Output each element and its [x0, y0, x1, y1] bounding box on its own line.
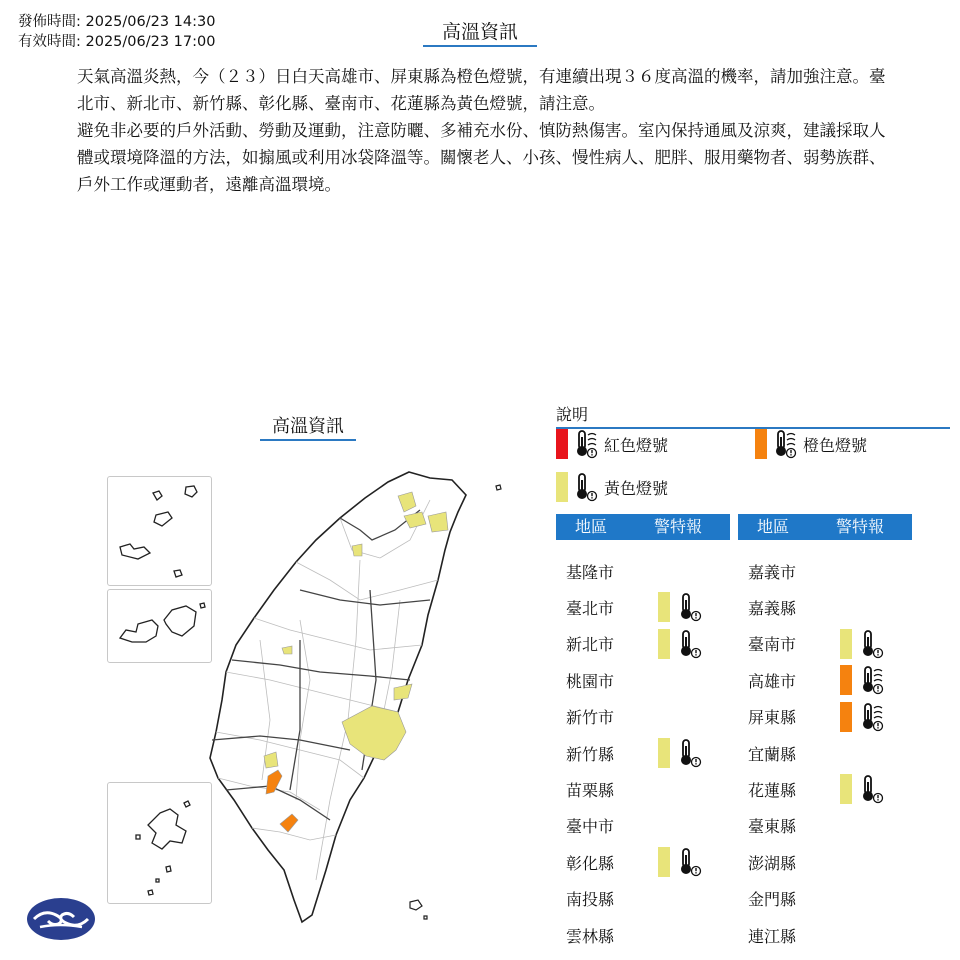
description-paragraph-2: 避免非必要的戶外活動、勞動及運動，注意防曬、多補充水份、慎防熱傷害。室內保持通風及涼爽，建議採取人體或環境降溫的方法，如搧風或利用冰袋降溫等。關懷老人、小孩、慢性病人、肥胖、服用藥物者、弱勢族群、戶外工作或運動者，遠離高溫環境。: [77, 121, 886, 194]
region-row: [566, 626, 702, 662]
col-region-header: 地區: [756, 517, 789, 536]
taiwan-map: [0, 440, 540, 940]
region-name: 屏東縣: [748, 708, 797, 728]
red-swatch: [556, 429, 568, 459]
thermometer-icon: [678, 847, 702, 877]
region-row: [566, 735, 702, 771]
cwa-logo: [26, 897, 96, 941]
thermometer-icon: [860, 629, 884, 659]
region-name: 新北市: [566, 635, 615, 655]
region-row: [748, 553, 840, 589]
region-row: [748, 917, 840, 953]
thermometer-heat-icon: [860, 665, 884, 695]
yellow-swatch: [556, 472, 568, 502]
region-row: [566, 662, 658, 698]
col-alert-header: 警特報: [835, 517, 884, 536]
region-name: 雲林縣: [566, 926, 615, 946]
valid-time-line: [18, 32, 215, 52]
thermometer-icon: [860, 774, 884, 804]
region-row: [748, 699, 884, 735]
region-name: 彰化縣: [566, 853, 615, 873]
region-name: 嘉義縣: [748, 598, 797, 618]
thermometer-icon: [574, 472, 598, 502]
issue-time: 2025/06/23 14:30: [85, 14, 216, 30]
legend-yellow-label: 黃色燈號: [604, 478, 669, 498]
region-row: [748, 881, 840, 917]
legend-orange-label: 橙色燈號: [803, 435, 868, 455]
table-header-right: [738, 514, 912, 540]
page-title: 高溫資訊: [423, 17, 537, 47]
region-name: 新竹縣: [566, 744, 615, 764]
region-name: 臺東縣: [748, 817, 797, 837]
yellow-alert-badge: [658, 592, 670, 622]
orange-alert-badge: [840, 665, 852, 695]
region-row: [748, 662, 884, 698]
region-name: 桃園市: [566, 671, 615, 691]
region-name: 南投縣: [566, 890, 615, 910]
region-name: 金門縣: [748, 890, 797, 910]
description-paragraph-1: 天氣高溫炎熱，今（２３）日白天高雄市、屏東縣為橙色燈號，有連續出現３６度高溫的機率，請加強注意。臺北市、新北市、新竹縣、彰化縣、臺南市、花蓮縣為黃色燈號，請注意。: [77, 67, 886, 113]
region-row: [748, 589, 840, 625]
orange-alert-badge: [840, 702, 852, 732]
yellow-alert-badge: [840, 629, 852, 659]
yellow-alert-badge: [658, 847, 670, 877]
region-name: 連江縣: [748, 926, 797, 946]
region-row: [566, 917, 658, 953]
thermometer-heat-icon: [574, 429, 598, 459]
region-row: [748, 735, 840, 771]
thermometer-heat-icon: [860, 702, 884, 732]
valid-label: 有效時間:: [18, 34, 81, 50]
region-name: 臺北市: [566, 598, 615, 618]
thermometer-icon: [678, 629, 702, 659]
region-name: 花蓮縣: [748, 780, 797, 800]
legend-red-label: 紅色燈號: [604, 435, 669, 455]
thermometer-heat-icon: [773, 429, 797, 459]
description: [77, 63, 887, 198]
region-name: 臺中市: [566, 817, 615, 837]
valid-time: 2025/06/23 17:00: [85, 34, 216, 50]
region-name: 新竹市: [566, 708, 615, 728]
region-name: 基隆市: [566, 562, 615, 582]
region-row: [566, 699, 658, 735]
region-row: [748, 844, 840, 880]
region-row: [566, 844, 702, 880]
region-row: [748, 626, 884, 662]
region-name: 苗栗縣: [566, 780, 615, 800]
region-row: [566, 881, 658, 917]
table-header-left: [556, 514, 730, 540]
yellow-alert-badge: [658, 738, 670, 768]
orange-swatch: [755, 429, 767, 459]
region-row: [748, 771, 884, 807]
yellow-alert-badge: [840, 774, 852, 804]
region-row: [566, 589, 702, 625]
region-row: [748, 808, 840, 844]
issue-label: 發佈時間:: [18, 14, 81, 30]
col-alert-header: 警特報: [653, 517, 702, 536]
issue-meta: [18, 12, 215, 52]
region-name: 臺南市: [748, 635, 797, 655]
region-row: [566, 808, 658, 844]
region-row: [566, 553, 658, 589]
region-name: 嘉義市: [748, 562, 797, 582]
region-name: 澎湖縣: [748, 853, 797, 873]
col-region-header: 地區: [574, 517, 607, 536]
region-row: [566, 771, 658, 807]
legend-red: [556, 428, 668, 460]
region-name: 高雄市: [748, 671, 797, 691]
legend-title: 說明: [556, 402, 950, 429]
map-title: 高溫資訊: [260, 412, 356, 441]
thermometer-icon: [678, 738, 702, 768]
issue-time-line: [18, 12, 215, 32]
region-name: 宜蘭縣: [748, 744, 797, 764]
yellow-alert-badge: [658, 629, 670, 659]
thermometer-icon: [678, 592, 702, 622]
legend-yellow: [556, 471, 668, 503]
legend-orange: [755, 428, 867, 460]
